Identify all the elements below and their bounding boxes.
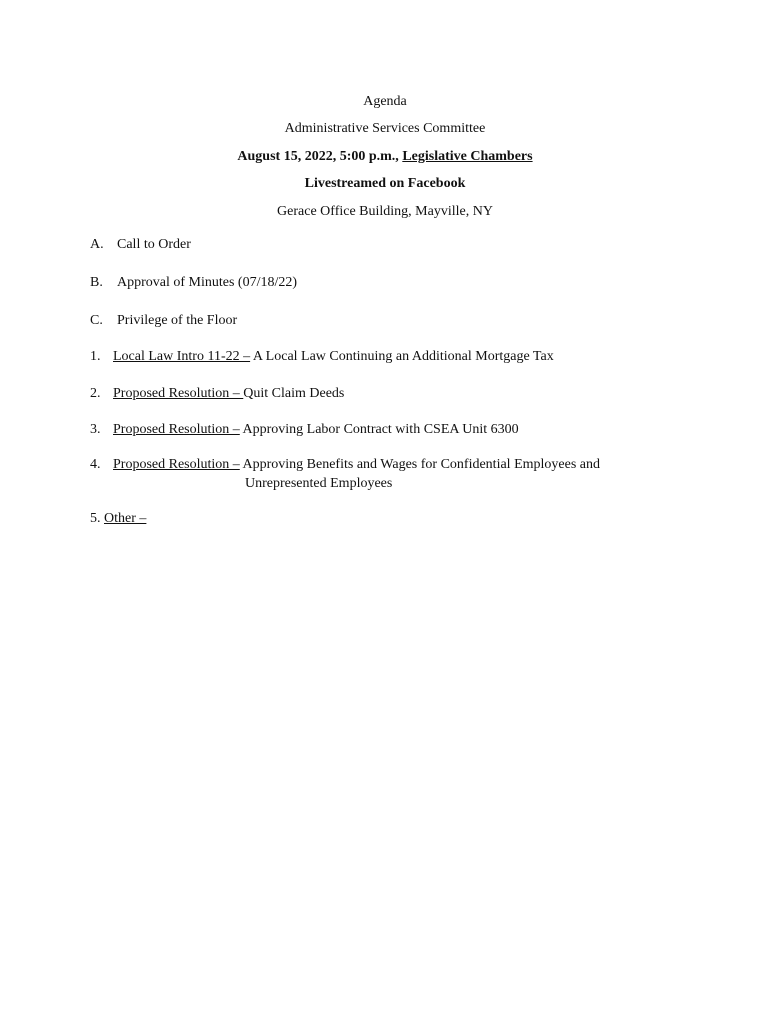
item-marker: 2. [90, 386, 101, 401]
item-marker: 4. [90, 457, 101, 472]
meeting-date-time: August 15, 2022, 5:00 p.m., [237, 149, 399, 164]
agenda-item-4 [90, 457, 600, 473]
item-text: Approving Benefits and Wages for Confidential Employees and [239, 457, 600, 472]
item-link[interactable]: Proposed Resolution – [113, 422, 240, 437]
item-link[interactable]: Local Law Intro 11-22 – [113, 349, 251, 364]
section-privilege-of-floor [90, 313, 237, 329]
item-text: Quit Claim Deeds [243, 386, 345, 401]
agenda-item-3 [90, 422, 519, 438]
livestream-note: Livestreamed on Facebook [304, 176, 466, 191]
meeting-location: Legislative Chambers [402, 149, 533, 164]
section-call-to-order [90, 237, 191, 253]
section-marker: B. [90, 275, 103, 290]
item-marker: 5. [90, 511, 101, 526]
item-link[interactable]: Proposed Resolution – [113, 386, 244, 401]
item-text: A Local Law Continuing an Additional Mortgage Tax [250, 349, 554, 364]
section-text: Approval of Minutes (07/18/22) [117, 275, 298, 290]
section-marker: C. [90, 313, 103, 328]
item-link[interactable]: Proposed Resolution – [113, 457, 240, 472]
agenda-item-4-continuation: Unrepresented Employees [245, 476, 393, 491]
item-marker: 1. [90, 349, 101, 364]
agenda-item-1 [90, 349, 554, 365]
agenda-item-2 [90, 386, 344, 402]
item-text: Approving Labor Contract with CSEA Unit 6300 [239, 422, 519, 437]
section-text: Privilege of the Floor [117, 313, 238, 328]
item-marker: 3. [90, 422, 101, 437]
agenda-title: Agenda [363, 94, 407, 109]
section-text: Call to Order [117, 237, 191, 252]
agenda-item-other [90, 511, 146, 527]
section-approval-of-minutes [90, 275, 297, 291]
building-address: Gerace Office Building, Mayville, NY [277, 204, 493, 219]
meeting-date-location [0, 149, 770, 165]
section-marker: A. [90, 237, 104, 252]
committee-name: Administrative Services Committee [284, 121, 486, 136]
item-link[interactable]: Other – [104, 511, 147, 526]
